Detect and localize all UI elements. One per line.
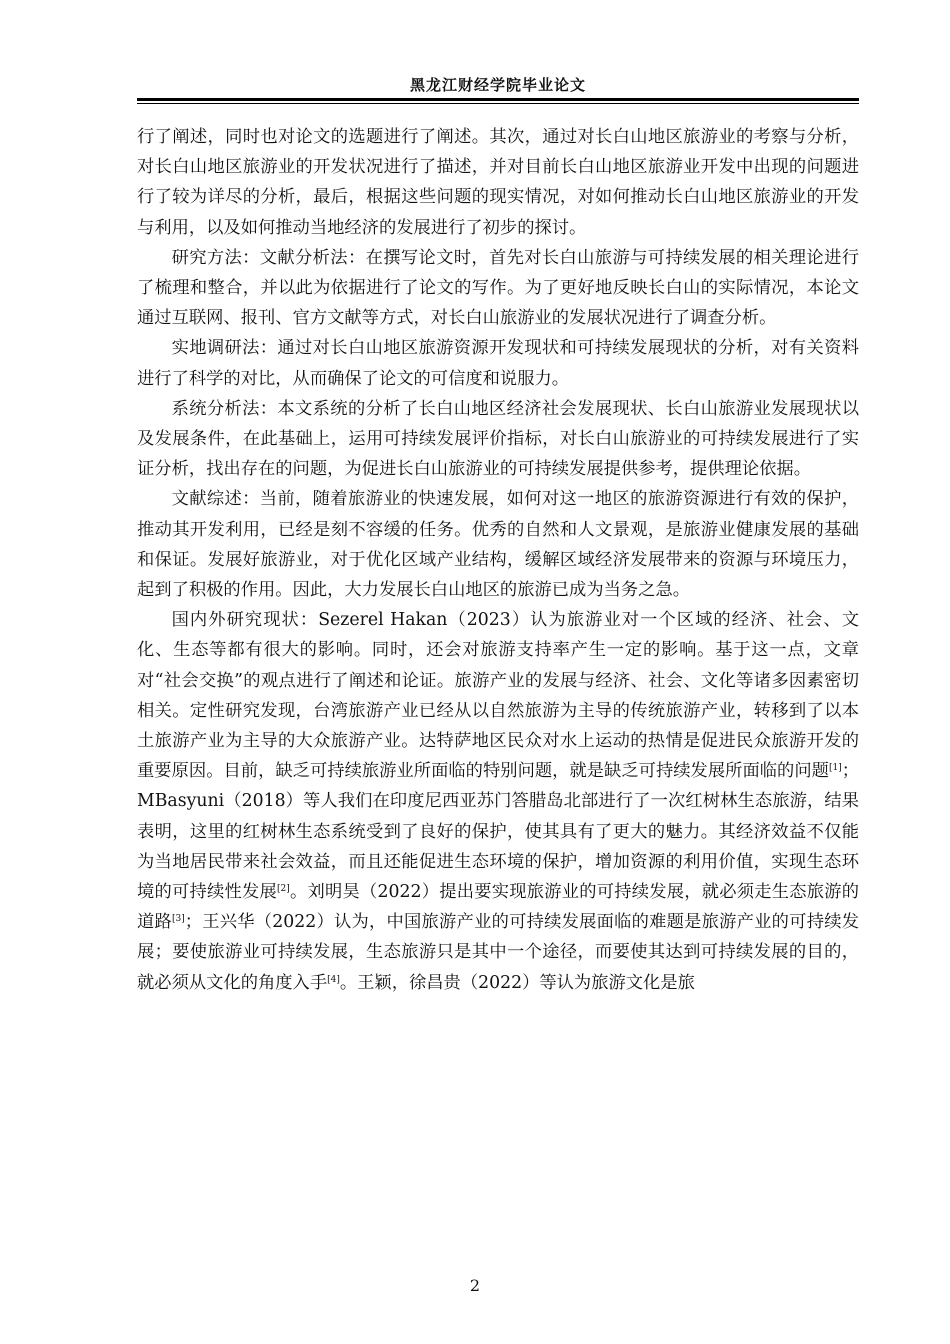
page-header-title: 黑龙江财经学院毕业论文 (409, 76, 586, 94)
paragraph-intro-continued: 行了阐述，同时也对论文的选题进行了阐述。其次，通过对长白山地区旅游业的考察与分析，对长白山地区旅游业的开发状况进行了描述，并对目前长白山地区旅游业开发中出现的问题进行了较为详尽的分析，最后，根据这些问题的现实情况，对如何推动长白山地区旅游业的开发与利用，以及如何推动当地经济的发展进行了初步的探讨。 (137, 127, 859, 238)
paragraph-field-research: 实地调研法：通过对长白山地区旅游资源开发现状和可持续发展现状的分析，对有关资料进行了科学的对比，从而确保了论文的可信度和说服力。 (137, 338, 859, 389)
header-rule-thick (137, 98, 859, 101)
citation-ref-2: [2] (277, 884, 290, 895)
citation-ref-3: [3] (172, 914, 185, 925)
paragraph-system-analysis: 系统分析法：本文系统的分析了长白山地区经济社会发展现状、长白山旅游业发展现状以及发展条件，在此基础上，运用可持续发展评价指标，对长白山旅游业的可持续发展进行了实证分析，找出存在的问题，为促进长白山旅游业的可持续发展提供参考，提供理论依据。 (137, 398, 859, 480)
header-rule-thin (137, 103, 859, 104)
page-number: 2 (469, 1276, 481, 1295)
research-text-part-1: 国内外研究现状：Sezerel Hakan（2023）认为旅游业对一个区域的经济、社会、文化、生态等都有很大的影响。同时，还会对旅游支持率产生一定的影响。基于这一点，文章对“社会交换”的观点进行了阐述和论证。旅游产业的发展与经济、社会、文化等诸多因素密切相关。定性研究发现，台湾旅游产业已经从以自然旅游为主导的传统旅游产业，转移到了以本土旅游产业为主导的大众旅游产业。达特萨地区民众对水上运动的热情是促进民众旅游开发的重要原因。目前，缺乏可持续旅游业所面临的特别问题，就是缺乏可持续发展所面临的问题 (137, 610, 859, 782)
paragraph-literature-review: 文献综述：当前，随着旅游业的快速发展，如何对这一地区的旅游资源进行有效的保护，推动其开发利用，已经是刻不容缓的任务。优秀的自然和人文景观，是旅游业健康发展的基础和保证。发展好旅游业，对于优化区域产业结构，缓解区域经济发展带来的资源与环境压力，起到了积极的作用。因此，大力发展长白山地区的旅游已成为当务之急。 (137, 489, 859, 601)
paragraph-research-methods: 研究方法：文献分析法：在撰写论文时，首先对长白山旅游与可持续发展的相关理论进行了梳理和整合，并以此为依据进行了论文的写作。为了更好地反映长白山的实际情况，本论文通过互联网、报刊、官方文献等方式，对长白山旅游业的发展状况进行了调查分析。 (137, 247, 859, 329)
citation-ref-1: [1] (828, 763, 842, 774)
paragraph-research-status (137, 605, 859, 998)
research-text-part-2: ；MBasyuni（2018）等人我们在印度尼西亚苏门答腊岛北部进行了一次红树林生态旅游，结果表明，这里的红树林生态系统受到了良好的保护，使其具有了更大的魅力。其经济效益不仅能为当地居民带来社会效益，而且还能促进生态环境的保护，增加资源的利用价值，实现生态环境的可持续性发展 (137, 761, 859, 903)
body-text (137, 122, 859, 998)
research-text-part-4: ；王兴华（2022）认为，中国旅游产业的可持续发展面临的难题是旅游产业的可持续发展；要使旅游业可持续发展，生态旅游只是其中一个途径，而要使其达到可持续发展的目的，就必须从文化的角度入手 (137, 912, 859, 993)
citation-ref-4: [4] (327, 974, 340, 985)
research-text-part-5: 。王颖，徐昌贵（2022）等认为旅游文化是旅 (339, 972, 695, 993)
research-text-part-3: 。刘明昊（2022）提出要实现旅游业的可持续发展，就必须走生态旅游的道路 (137, 882, 859, 933)
